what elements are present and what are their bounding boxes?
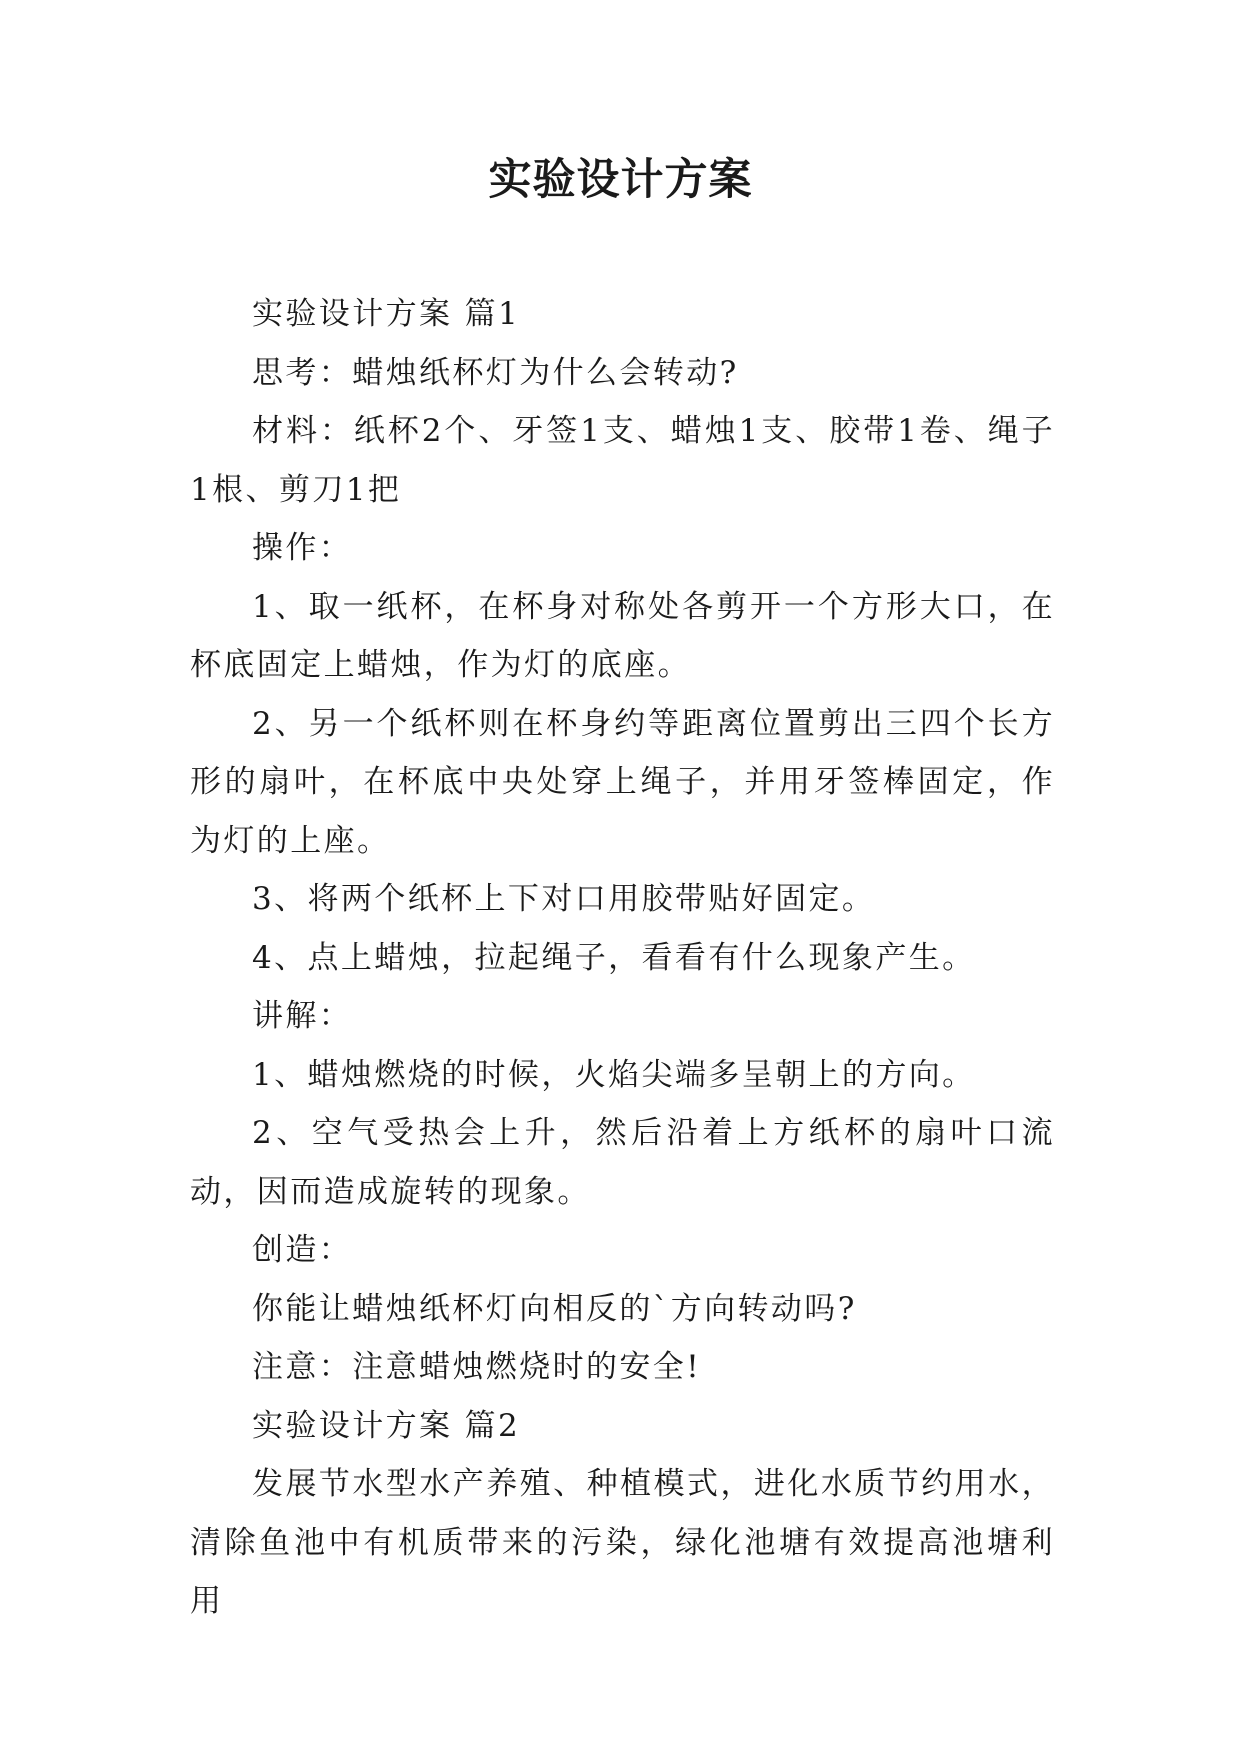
paragraph-operation-heading: 操作： [252,530,353,566]
paragraph-explanation-2: 2、空气受热会上升，然后沿着上方纸杯的扇叶口流动，因而造成旋转的现象。 [190,1115,1055,1210]
paragraph-thinking: 思考：蜡烛纸杯灯为什么会转动? [252,354,739,391]
paragraph-operation-step-3: 3、将两个纸杯上下对口用胶带贴好固定。 [252,881,876,917]
document-body [190,285,1055,1631]
paragraph-creation-heading: 创造： [252,1232,353,1268]
paragraph-materials: 材料：纸杯2个、牙签1支、蜡烛1支、胶带1卷、绳子1根、剪刀1把 [190,413,1055,508]
paragraph-creation-question: 你能让蜡烛纸杯灯向相反的`方向转动吗? [252,1290,857,1327]
paragraph-operation-step-4: 4、点上蜡烛，拉起绳子，看看有什么现象产生。 [252,939,976,976]
paragraph-explanation-heading: 讲解： [252,998,353,1034]
paragraph-explanation-1: 1、蜡烛燃烧的时候，火焰尖端多呈朝上的方向。 [252,1056,976,1093]
paragraph-operation-step-1: 1、取一纸杯，在杯身对称处各剪开一个方形大口，在杯底固定上蜡烛，作为灯的底座。 [190,588,1055,683]
paragraph-section-heading-1: 实验设计方案 篇1 [252,296,521,332]
paragraph-section-2-intro: 发展节水型水产养殖、种植模式，进化水质节约用水，清除鱼池中有机质带来的污染，绿化池塘有效提高池塘利用 [190,1466,1055,1619]
paragraph-caution: 注意：注意蜡烛燃烧时的安全! [252,1349,702,1385]
paragraph-section-heading-2: 实验设计方案 篇2 [252,1407,521,1444]
paragraph-operation-step-2: 2、另一个纸杯则在杯身约等距离位置剪出三四个长方形的扇叶，在杯底中央处穿上绳子，并用牙签棒固定，作为灯的上座。 [190,705,1055,859]
document-title: 实验设计方案 [488,155,753,205]
